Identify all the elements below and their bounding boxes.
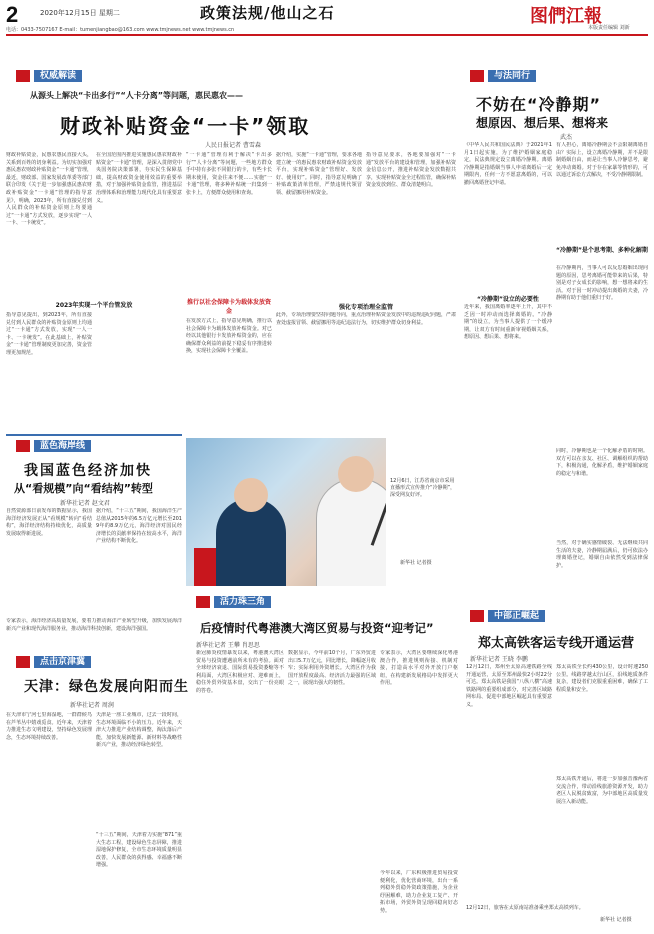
lead-col-6: 指导意见提出，到2023年，所有直接兑付到人民群众的补贴资金原则上均通过“一卡通”方式发放，实现“一人一卡、一卡统发”。在此基础上，补贴资金“一卡通”管理制度更加完善，资金管理更加规范。 (6, 312, 92, 356)
prd-col-3: 专家表示，大湾区要继续深化粤港澳合作，推进规则衔接、机制对接，打造高水平对外开放门户枢纽，在构建新发展格局中发挥更大作用。 (380, 650, 458, 687)
law-title-2: 想原因、想后果、想将来 (476, 116, 609, 130)
rail-byline: 新华社记者 王晓 李鹏 (470, 656, 528, 663)
lead-col-2: 在全国范围内推进实施惠民惠农财政补贴资金“一卡通”管理，是深入贯彻党中央国务院决策部署，夯实民生保障基础，提高财政资金使用效益的重要举措，对于加强补贴资金监管，推进基层治理体系和治理能力现代化具有重要意义。 (96, 152, 182, 204)
rail-caption: 12月12日，旅客在太原南站准备乘坐郑太高铁列车。 (466, 905, 584, 911)
lead-tag-label: 权威解读 (34, 70, 82, 82)
tianjin-byline: 新华社记者 周润 (70, 702, 114, 709)
prd-col-2: 数据显示，今年前10个月，广东外贸进出口5.7万亿元，同比增长，降幅逐月收窄；实际利用外资增长。大湾区作为我国开放程度最高、经济活力最强的区域之一，展现出强大的韧性。 (288, 650, 376, 687)
law-subhead-1: “冷静期”设立的必要性 (477, 296, 539, 303)
tianjin-tag (16, 656, 91, 668)
tag-marker-icon (196, 596, 210, 608)
law-col-5: 同时，冷静期也是一个化解矛盾的时期。双方可以在亲友、社区、调解组织的帮助下，积极沟通，化解矛盾，维护婚姻家庭的稳定与和谐。 (556, 448, 648, 477)
lead-col-4: 据介绍，实施“一卡通”管理，要求各地建立统一的惠民惠农财政补贴资金发放平台，实现补贴资金“管理好、发放好、使用好”。同时，指导意见明确了补贴政策清单管理，严禁违规代领冒领、截留挪用补贴资金。 (276, 152, 362, 196)
lead-col-1: 财政补贴资金，民惠农惠民直接大头，关系到百姓的切身利益。为切实加强对惠民惠农财政补贴资金“一卡通”管理，最近，财政部、国家发展改革委等部门联合印发《关于进一步加强惠民惠农财政补贴资金“一卡通”管理的指导意见》，明确，2023年，所有直接兑付到人民群众的补贴资金原则上均要通过“一卡通”方式发放，逐步实现“一人一卡、一卡统发”。 (6, 152, 92, 227)
law-tag (470, 70, 536, 82)
issue-date: 2020年12月15日 星期二 (40, 9, 120, 17)
prd-col-1: 新冠肺炎疫情暴发以来，粤港澳大湾区贸易与投资遭遇前所未有的考验。面对全球经济衰退、国际贸易投资萎缩等不利局面，大湾区积极应对、迎难而上，稳住外贸外资基本盘，交出了一份亮眼的答卷。 (196, 650, 284, 694)
divider (6, 434, 182, 436)
law-col-4: 在冷静期内，当事人可以反思婚姻出现问题的原因，思考离婚可能带来的后果，特别是对子女成长的影响，想一想将来的生活。对于因一时冲动提出离婚的夫妻，冷静期有助于他们重归于好。 (556, 265, 648, 302)
prd-tag-label: 活力珠三角 (214, 596, 271, 608)
photo-caption: 12月6日，江苏省南京市采用直播形式宣传推介“冷静期”，深受网友好评。 (390, 478, 456, 498)
header-rule (6, 34, 648, 36)
ocean-tag (16, 440, 91, 452)
prd-byline: 新华社记者 王攀 肖思思 (196, 642, 260, 649)
lead-col-7: 在发放方式上，指导意见明确，推行以社会保障卡为载体发放补贴资金。对已经以其他银行卡发放补贴资金的，应在确保群众利益的前提下稳妥有序推进转换，实现社会保障卡全覆盖。 (186, 318, 272, 355)
law-col-6: 当然，对于确实感情破裂、无法继续共同生活的夫妻，冷静期届满后，仍可依法办理离婚登记，婚姻自由依然受到法律保护。 (556, 540, 648, 569)
prd-col-4: 今年以来，广东积极推进贸易投资便利化，优化营商环境，出台一系列稳外贸稳外资政策措施，为企业纾困解难，助力企业复工复产、开拓市场，外贸外资呈现回稳向好态势。 (380, 870, 458, 914)
tag-marker-icon (16, 656, 30, 668)
law-col-2: 有人担心，离婚冷静期会不会限制离婚自由？实际上，设立离婚冷静期，并不是限制婚姻自由，而是让当事人冷静思考，避免冲动离婚。对于存在家暴等情形的，可以通过诉讼方式解决，不受冷静期限制。 (556, 142, 648, 179)
central-tag (470, 610, 545, 622)
tag-marker-icon (16, 440, 30, 452)
tianjin-col-2: 天津是一座工业城市，过去一段时间，生态环境面临不小的压力。近年来，天津大力推进产业结构调整，淘汰落后产能，加快发展新能源、新材料等战略性新兴产业，推动经济绿色转型。 (96, 712, 182, 749)
lead-subhead-2: 推行以社会保障卡为载体发放资金 (186, 299, 271, 315)
law-tag-label: 与法同行 (488, 70, 536, 82)
lead-byline: 人民日报记者 曹雪森 (205, 142, 261, 149)
ocean-col-3: 专家表示，海洋经济高质量发展，要着力推动海洋产业转型升级，加快发展海洋新兴产业和现代海洋服务业，推动海洋科技创新，建设海洋强国。 (6, 618, 182, 632)
lead-subhead-3: 强化专项治理全监管 (338, 304, 393, 311)
contact-line: 电话：0433-7507167 E-mail：tumenjiangbao@163.com www.tmjnews.net www.tmjnews.cn (6, 27, 235, 33)
prd-title: 后疫情时代粤港澳大湾区贸易与投资“迎考记” (200, 621, 434, 635)
prd-tag (196, 596, 271, 608)
central-tag-label: 中部正崛起 (488, 610, 545, 622)
ocean-col-1: 自然资源部日前发布的数据显示，我国海洋经济发展正从“看规模”转向“看结构”，海洋经济结构持续优化，高质量发展取得新进展。 (6, 508, 92, 537)
ocean-byline: 新华社记者 赵文君 (60, 500, 110, 507)
tianjin-col-1: 在天津市宁河七里海湿地，一群群候鸟在芦苇丛中嬉戏觅食。近年来，天津着力推进生态文明建设，坚持绿色发展理念，生态环境持续改善。 (6, 712, 92, 741)
head-left-shape (234, 478, 268, 512)
tianjin-title: 天津：绿色发展向阳而生 (24, 679, 189, 695)
news-photo (186, 438, 386, 586)
tag-marker-icon (470, 70, 484, 82)
law-subhead-2: “冷静期”是个思考期、多种化解期 (556, 247, 648, 254)
rail-title: 郑太高铁客运专线开通运营 (478, 636, 635, 651)
photo-credit: 新华社 记者摄 (400, 560, 432, 566)
tianjin-col-3: “十三五”期间，天津着力实施“871”重大生态工程，建设绿色生态屏障，推进湿地保护修复，全市生态环境质量明显改善，人民群众的获得感、幸福感不断增强。 (96, 832, 182, 869)
page-number: 2 (6, 2, 19, 27)
lead-col-3: “一卡通”管理有利于解决“卡出多行”“人卡分离”等问题，一些地方群众手中持有多张不同银行的卡，有些卡长期未使用，资金往来不便……实施“一卡通”管理，将多种补贴统一归集到一张卡上，方便群众使用和查询。 (186, 152, 272, 196)
lead-title: 财政补贴资金“一卡”领取 (60, 114, 311, 138)
rail-credit: 新华社 记者摄 (600, 917, 632, 923)
head-right-shape (338, 456, 374, 492)
lead-tag (16, 70, 82, 82)
law-title-1: 不妨在“冷静期” (476, 95, 602, 114)
tianjin-tag-label: 点击京津冀 (34, 656, 91, 668)
rail-col-1: 12月12日，郑州至太原高速铁路全线开通运营，太原至郑州最快2小时22分可达。郑太高铁是我国“八纵八横”高速铁路网的重要组成部分，对完善区域路网布局、促进中部地区崛起具有重要意义。 (466, 664, 552, 708)
law-byline: 武杰 (560, 134, 573, 141)
lead-subhead-1: 2023年实现一个平台管发放 (55, 302, 133, 309)
rail-col-2: 郑太高铁全长约430公里，设计时速250公里。线路穿越太行山区，沿线地质条件复杂，建设者们克服重重困难，确保了工程质量和安全。 (556, 664, 648, 693)
ocean-tag-label: 蓝色海岸线 (34, 440, 91, 452)
ocean-title-1: 我国蓝色经济加快 (24, 463, 152, 479)
ocean-col-2: 据介绍，“十三五”期间，我国海洋生产总值从2015年的6.5万亿元增长至2019年的8.9万亿元，海洋经济对国民经济增长的贡献率保持在较高水平，海洋产业结构不断优化。 (96, 508, 182, 545)
law-col-1: 《中华人民共和国民法典》于2021年1月1日起实施，为了维护婚姻家庭稳定，民法典规定设立离婚冷静期。离婚冷静期是指婚姻当事人申请离婚后一定期限内，任何一方不愿意离婚的，可以撤回离婚登记申请。 (464, 142, 552, 186)
lead-col-8: 此外，专项治理要坚持问题导向，重点治理补贴资金发放中的违规违纪问题，严肃查处虚报冒领、截留挪用等违纪违法行为，切实维护群众切身利益。 (276, 312, 456, 326)
newspaper-logo: 图們江報 (530, 6, 602, 27)
ocean-title-2: 从“看规模”向“看结构”转型 (14, 482, 153, 495)
rail-col-3: 郑太高铁开通后，将进一步加强晋豫两省交流合作，带动沿线旅游资源开发，助力老区人民脱贫致富，为中部地区高质量发展注入新动能。 (556, 776, 648, 805)
tag-marker-icon (16, 70, 30, 82)
tag-marker-icon (470, 610, 484, 622)
editor-credit: 本版责任编辑 刘新 (588, 25, 630, 31)
lead-col-5: 指导意见要求，各地要加强对“一卡通”发放平台的建设和管理，加强补贴资金信息公开，推进补贴资金发放数据共享，实现补贴资金全过程监管，确保补贴资金发放到位、群众清楚明白。 (366, 152, 456, 189)
section-title: 政策法规/他山之石 (200, 4, 335, 22)
lead-kicker: 从源头上解决“卡出多行”“人卡分离”等问题，惠民惠农—— (30, 91, 244, 100)
law-col-3: 近年来，我国离婚率逐年上升，其中不乏因一时冲动而选择离婚的。“冷静期”的设立，为当事人提供了一个缓冲期，让双方有时间重新审视婚姻关系，想原因、想后果、想将来。 (464, 304, 552, 341)
